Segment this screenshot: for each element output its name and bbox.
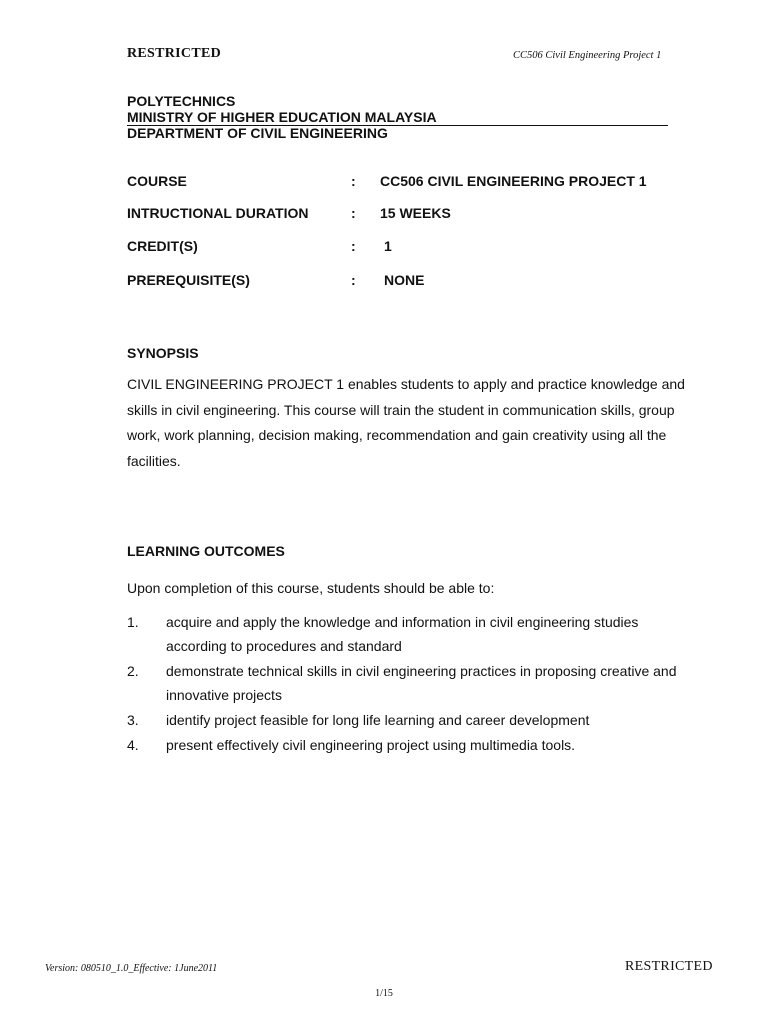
credits-colon: : xyxy=(351,238,356,254)
org-line-polytechnics: POLYTECHNICS xyxy=(127,93,236,109)
org-line-ministry: MINISTRY OF HIGHER EDUCATION MALAYSIA xyxy=(127,109,437,125)
learning-outcome-line: according to procedures and standard xyxy=(166,638,402,654)
course-info-row-duration xyxy=(127,205,687,225)
footer-version: Version: 080510_1.0_Effective: 1June2011 xyxy=(45,963,218,974)
synopsis-title: SYNOPSIS xyxy=(127,345,199,361)
learning-outcome-line: present effectively civil engineering project using multimedia tools. xyxy=(166,737,576,753)
prerequisites-colon: : xyxy=(351,272,356,288)
synopsis-line: skills in civil engineering. This course will train the student in communication skills, group xyxy=(127,401,675,418)
org-line-department: DEPARTMENT OF CIVIL ENGINEERING xyxy=(127,125,388,141)
duration-value: 15 WEEKS xyxy=(380,205,451,221)
learning-outcome-line: acquire and apply the knowledge and information in civil engineering studies xyxy=(166,614,639,630)
learning-outcome-number: 3. xyxy=(127,712,139,728)
learning-outcome-text xyxy=(166,733,686,757)
learning-outcome-line: identify project feasible for long life learning and career development xyxy=(166,712,590,728)
learning-outcome-number: 2. xyxy=(127,663,139,679)
synopsis-line: CIVIL ENGINEERING PROJECT 1 enables students to apply and practice knowledge and xyxy=(127,376,685,392)
learning-outcomes-title: LEARNING OUTCOMES xyxy=(127,543,285,559)
synopsis-line: facilities. xyxy=(127,452,181,469)
course-label: COURSE xyxy=(127,173,187,189)
course-colon: : xyxy=(351,173,356,189)
header-course-ref: CC506 Civil Engineering Project 1 xyxy=(513,50,662,61)
duration-label: INTRUCTIONAL DURATION xyxy=(127,205,309,221)
learning-outcome-text xyxy=(166,708,686,732)
course-info-row-credits xyxy=(127,238,687,258)
learning-outcome-line: innovative projects xyxy=(166,687,282,703)
synopsis-body xyxy=(127,372,687,474)
header-classification: RESTRICTED xyxy=(127,46,222,61)
learning-outcome-text xyxy=(166,659,686,707)
synopsis-line: work, work planning, decision making, recommendation and gain creativity using all the xyxy=(127,427,667,443)
course-value: CC506 CIVIL ENGINEERING PROJECT 1 xyxy=(380,173,647,189)
learning-outcome-number: 1. xyxy=(127,614,139,630)
prerequisites-value: NONE xyxy=(384,272,425,288)
page-number: 1/15 xyxy=(375,988,393,999)
prerequisites-label: PREREQUISITE(S) xyxy=(127,272,250,288)
learning-outcome-line: demonstrate technical skills in civil engineering practices in proposing creative and xyxy=(166,663,677,679)
credits-label: CREDIT(S) xyxy=(127,238,198,254)
learning-outcome-number: 4. xyxy=(127,737,139,753)
credits-value: 1 xyxy=(384,238,392,254)
learning-outcome-text xyxy=(166,610,686,658)
learning-outcomes-intro: Upon completion of this course, students should be able to: xyxy=(127,580,495,596)
duration-colon: : xyxy=(351,205,356,221)
course-info-row-course xyxy=(127,173,687,193)
footer-classification: RESTRICTED xyxy=(625,959,713,974)
course-info-row-prerequisites xyxy=(127,272,687,292)
